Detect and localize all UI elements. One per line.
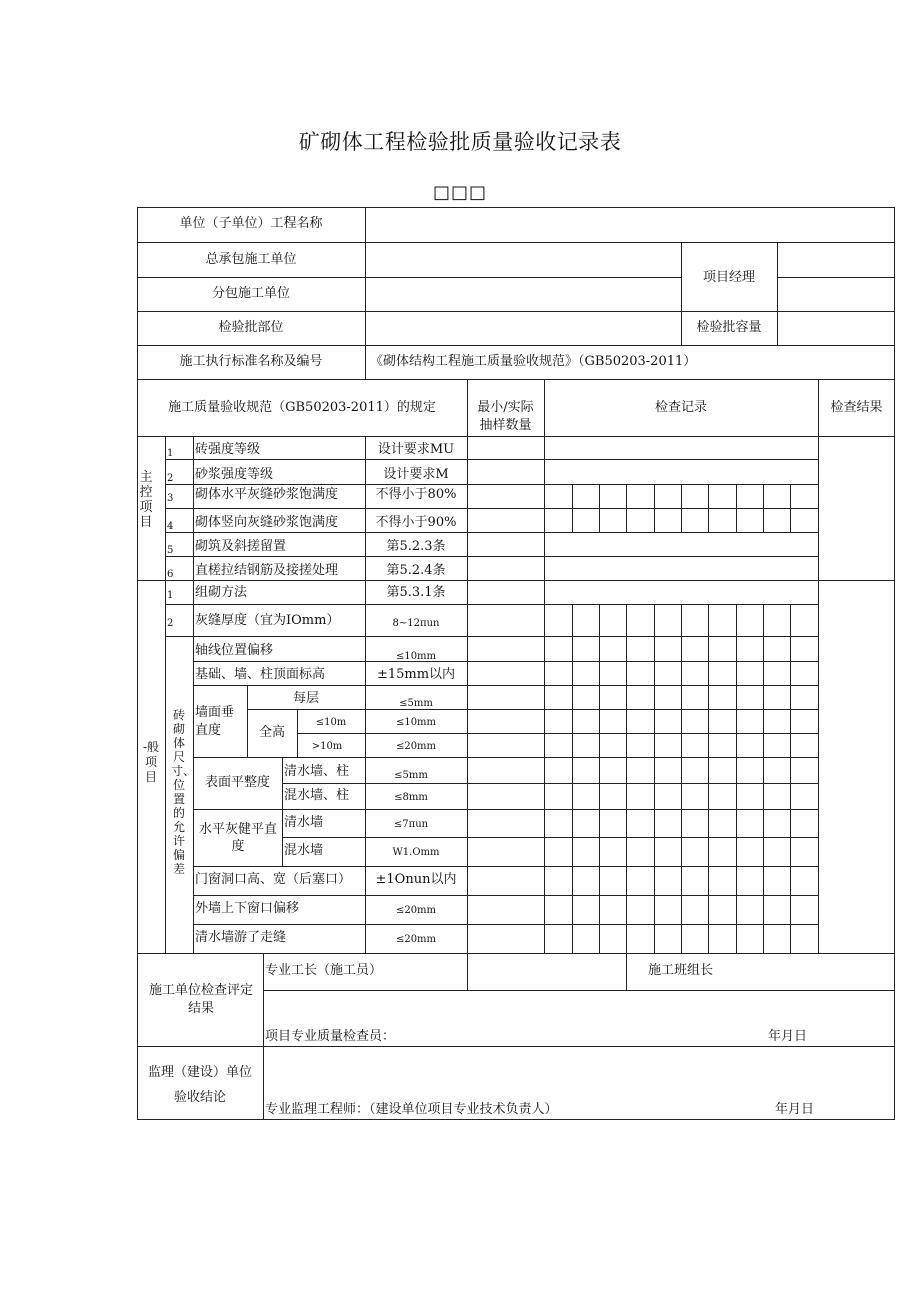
batch-part-label: 检验批部位 [218,320,284,335]
main-row-item: 砂浆强度等级 [195,467,274,482]
sample-label-2: 抽样数量 [479,418,532,433]
general-row-req: 第5.3.1条 [386,585,446,600]
window-offset-item: 外墙上下窗口偏移 [195,901,300,916]
main-row-req: 设计要求MU [377,442,455,457]
mixed-wall-col-req: ≤8mm [394,792,428,803]
general-row-no: 2 [167,618,174,629]
date-label: 年月日 [775,1102,815,1117]
main-row-no: 1 [167,448,174,459]
general-row-req: 8~12πun [392,618,440,629]
main-row-no: 4 [167,521,174,532]
full-height-label: 全高 [258,725,285,740]
axis-item: 轴线位置偏移 [195,643,274,658]
main-row-item: 直槎拉结钢筋及接搓处理 [195,563,339,578]
standard-label: 施工执行标准名称及编号 [179,354,323,369]
main-row-req: 设计要求M [383,467,449,482]
flatness-label: 表面平整度 [204,775,270,790]
construction-result-label: 施工单位检查评定结果 [148,983,253,1016]
main-row-req: 不得小于90% [375,515,457,530]
general-contractor-label: 总承包施工单位 [205,252,297,267]
clear-wall-item: 清水墙 [284,815,324,830]
foreman-label: 专业工长（施工员） [265,963,383,978]
main-row-item: 砌体竖向灰缝砂浆饱满度 [195,515,339,530]
elevation-req: ±15mm以内 [376,667,456,682]
door-window-item: 门窗洞口高、宽（后塞口） [195,872,352,887]
main-row-no: 5 [167,545,174,556]
main-row-item: 砖强度等级 [195,442,261,457]
standard-value: 《砌体结构工程施工质量验收规范》（GB50203-2011） [370,354,697,369]
main-row-no: 2 [167,473,174,484]
result-label: 检查结果 [830,400,883,415]
horizontal-label: 水平灰健平直度 [198,822,277,854]
mixed-wall-col-item: 混水墙、柱 [284,788,350,803]
general-row-item: 灰缝厚度（宜为IOmm） [195,613,340,628]
main-row-req: 不得小于80% [375,487,457,502]
engineer-label: 专业监理工程师：（建设单位项目专业技术负责人） [265,1102,558,1117]
project-name-label: 单位（子单位）工程名称 [179,216,323,231]
wandering-joint-req: ≤20mm [395,934,437,945]
main-items-group-label: 主控项目 [139,470,153,530]
clear-wall-col-item: 清水墙、柱 [284,764,350,779]
axis-req: ≤10mm [395,651,437,662]
general-items-group-label: -般项目 [142,740,160,784]
main-row-no: 6 [167,569,174,580]
spec-label: 施工质量验收规范（GB50203-2011）的规定 [168,400,436,415]
main-row-item: 砌体水平灰缝砂浆饱满度 [195,487,339,502]
supervision-label: 监理（建设）单位 [147,1065,252,1080]
general-row-no: 1 [167,590,174,601]
door-window-req: ±1Onun以内 [375,872,457,887]
h-gt10-req: ≤20mm [395,741,437,752]
inspector-label: 项目专业质量检查员： [265,1029,396,1044]
subcontractor-label: 分包施工单位 [211,286,290,301]
clear-wall-req: ≤7πun [393,819,429,830]
main-row-req: 第5.2.4条 [386,563,446,578]
supervision-conclusion-label: 验收结论 [173,1090,226,1105]
elevation-item: 基础、墙、柱顶面标高 [195,667,326,682]
document-title: 矿砌体工程检验批质量验收记录表 [298,130,622,154]
project-manager-label: 项目经理 [702,270,755,285]
general-row-item: 组砌方法 [195,585,248,600]
h-gt10-item: >10m [311,741,343,752]
per-floor-item: 每层 [292,691,319,706]
main-row-item: 砌筑及斜搓留置 [195,539,287,554]
sample-label-1: 最小/实际 [477,400,534,415]
clear-wall-col-req: ≤5mm [394,770,428,781]
window-offset-req: ≤20mm [395,905,437,916]
batch-capacity-label: 检验批容量 [696,320,762,335]
wandering-joint-item: 清水墙游了走缝 [195,930,287,945]
h-le10-req: ≤10mm [395,717,437,728]
h-le10-item: ≤10m [315,717,347,728]
mixed-wall-item: 混水墙 [284,843,324,858]
record-label: 检查记录 [654,400,707,415]
team-leader-label: 施工班组长 [648,963,714,978]
main-row-no: 3 [167,493,174,504]
deviation-label: 砖砌体尺寸、位置的允许偏差 [171,708,196,876]
main-row-req: 第5.2.3条 [386,539,446,554]
date-label: 年月日 [768,1029,808,1044]
document-code: □□□ [432,182,488,203]
per-floor-req: ≤5mm [399,698,433,709]
mixed-wall-req: W1.Omm [392,847,440,858]
vertical-label: 墙面垂直度 [195,705,235,738]
